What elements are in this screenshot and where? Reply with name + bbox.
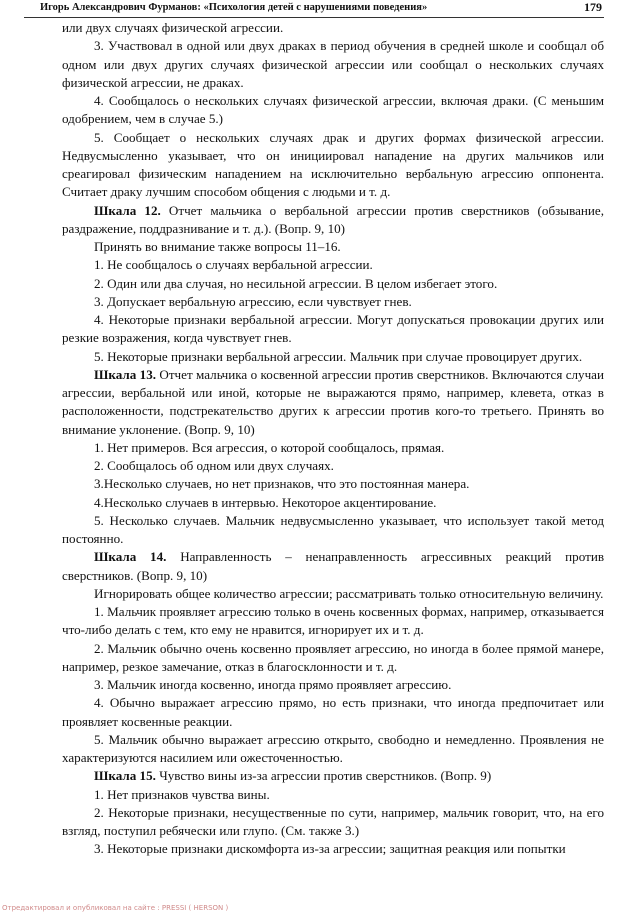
paragraph-text: 1. Мальчик проявляет агрессию только в очень косвенных формах, например, отказывается что-либо делать с тем, кто ему не нравится, игнорирует их и т. д. [62, 604, 604, 638]
paragraph [62, 457, 604, 475]
scale-heading [62, 767, 604, 785]
paragraph-text: или двух случаях физической агрессии. [62, 20, 284, 35]
scale-label: Шкала 13. [94, 366, 157, 382]
paragraph-text: 5. Мальчик обычно выражает агрессию открыто, свободно и немедленно. Проявления не характеризуются насилием или ожесточенностью. [62, 731, 604, 765]
paragraph [62, 804, 604, 841]
paragraph [62, 731, 604, 768]
scale-heading [62, 366, 604, 439]
paragraph-text: 2. Мальчик обычно очень косвенно проявляет агрессию, но иногда в более прямой манере, например, резкое замечание, отказ в благосклонности и т. д. [62, 640, 604, 674]
paragraph-text: 2. Некоторые признаки, несущественные по сути, например, мальчик говорит, что, на его взгляд, поступил ребячески или глупо. (См. также 3.) [62, 804, 604, 838]
scale-label: Шкала 15. [94, 768, 156, 784]
paragraph-text: 3. Мальчик иногда косвенно, иногда прямо проявляет агрессию. [94, 677, 452, 692]
paragraph [62, 256, 604, 274]
paragraph-text: 4. Обычно выражает агрессию прямо, но есть признаки, что иногда предпочитает или проявляет косвенные реакции. [62, 695, 604, 729]
paragraph-text: 5. Сообщает о нескольких случаях драк и других формах физической агрессии. Недвусмысленно указывает, что он инициировал нападение на других мальчиков или среагировал физическим нападением на исключительно вербальную агрессию оппонента. Считает драку лучшим способом общения с людьми и т. д. [62, 129, 604, 200]
page-body [62, 19, 604, 859]
paragraph [62, 311, 604, 348]
paragraph [62, 275, 604, 293]
paragraph-text: 2. Сообщалось об одном или двух случаях. [94, 458, 334, 473]
paragraph [62, 293, 604, 311]
paragraph-text: Направленность – ненаправленность агрессивных реакций против сверстников. (Вопр. 9, 10) [62, 549, 605, 583]
paragraph [62, 37, 604, 92]
paragraph-text: Отчет мальчика о вербальной агрессии против сверстников (обзывание, раздражение, поддразнивание и т. д.). (Вопр. 9, 10) [62, 202, 605, 236]
paragraph-text: 4. Некоторые признаки вербальной агрессии. Могут допускаться провокации других или резкие возражения, когда чувствует гнев. [62, 312, 604, 346]
paragraph-text: 3. Участвовал в одной или двух драках в период обучения в средней школе и сообщал об одном или двух других случаях физической агрессии или сообщал о нескольких случаях физической агрессии, не драках. [62, 38, 604, 90]
paragraph [62, 475, 604, 493]
paragraph [62, 512, 604, 549]
header-title: Игорь Александрович Фурманов: «Психология детей с нарушениями поведения» [40, 2, 428, 13]
paragraph-text: Чувство вины из-за агрессии против сверстников. (Вопр. 9) [155, 768, 492, 784]
paragraph-text: 5. Некоторые признаки вербальной агрессии. Мальчик при случае провоцирует других. [94, 348, 583, 364]
paragraph-text: 2. Один или два случая, но несильной агрессии. В целом избегает этого. [94, 275, 498, 291]
scale-label: Шкала 12. [94, 202, 161, 218]
paragraph [62, 494, 604, 512]
paragraph-text: Отчет мальчика о косвенной агрессии против сверстников. Включаются случаи агрессии, вербальной или иной, которые не выражаются прямо, например, клевета, отказ в расположенности, подстрекательство других к агрессии против кого-то третьего. Принять во внимание уклонение. (Вопр. 9, 10) [62, 366, 604, 437]
paragraph [62, 676, 604, 694]
paragraph [62, 585, 604, 603]
paragraph [62, 694, 604, 731]
paragraph-text: 5. Несколько случаев. Мальчик недвусмысленно указывает, что использует такой метод постоянно. [62, 512, 604, 546]
paragraph [62, 640, 604, 677]
paragraph-text: 1. Нет признаков чувства вины. [94, 786, 270, 802]
scale-heading [62, 548, 604, 585]
paragraph-text: 3.Несколько случаев, но нет признаков, что это постоянная манера. [94, 476, 470, 492]
paragraph-text: 1. Не сообщалось о случаях вербальной агрессии. [94, 257, 373, 273]
paragraph-text: 1. Нет примеров. Вся агрессия, о которой сообщалось, прямая. [94, 439, 445, 455]
page-header [24, 0, 604, 18]
paragraph-text: 3. Допускает вербальную агрессию, если чувствует гнев. [94, 293, 412, 309]
scale-heading [62, 202, 604, 239]
paragraph [62, 786, 604, 804]
paragraph-text: 3. Некоторые признаки дискомфорта из-за агрессии; защитная реакция или попытки [94, 841, 566, 857]
paragraph-text: 4. Сообщалось о нескольких случаях физической агрессии, включая драки. (С меньшим одобрением, чем в случае 5.) [62, 93, 604, 127]
paragraph-text: 4.Несколько случаев в интервью. Некоторое акцентирование. [94, 494, 437, 510]
paragraph-text: Принять во внимание также вопросы 11–16. [94, 239, 341, 254]
paragraph [62, 129, 604, 202]
page-number: 179 [584, 0, 602, 14]
paragraph [62, 603, 604, 640]
watermark-text: Отредактировал и опубликовал на сайте : PRESSI ( HERSON ) [2, 904, 229, 912]
paragraph [62, 19, 604, 37]
paragraph [62, 238, 604, 256]
paragraph-text: Игнорировать общее количество агрессии; рассматривать только относительную величину. [94, 585, 604, 601]
paragraph [62, 439, 604, 457]
paragraph [62, 840, 604, 858]
paragraph [62, 348, 604, 366]
scale-label: Шкала 14. [94, 549, 167, 565]
paragraph [62, 92, 604, 129]
